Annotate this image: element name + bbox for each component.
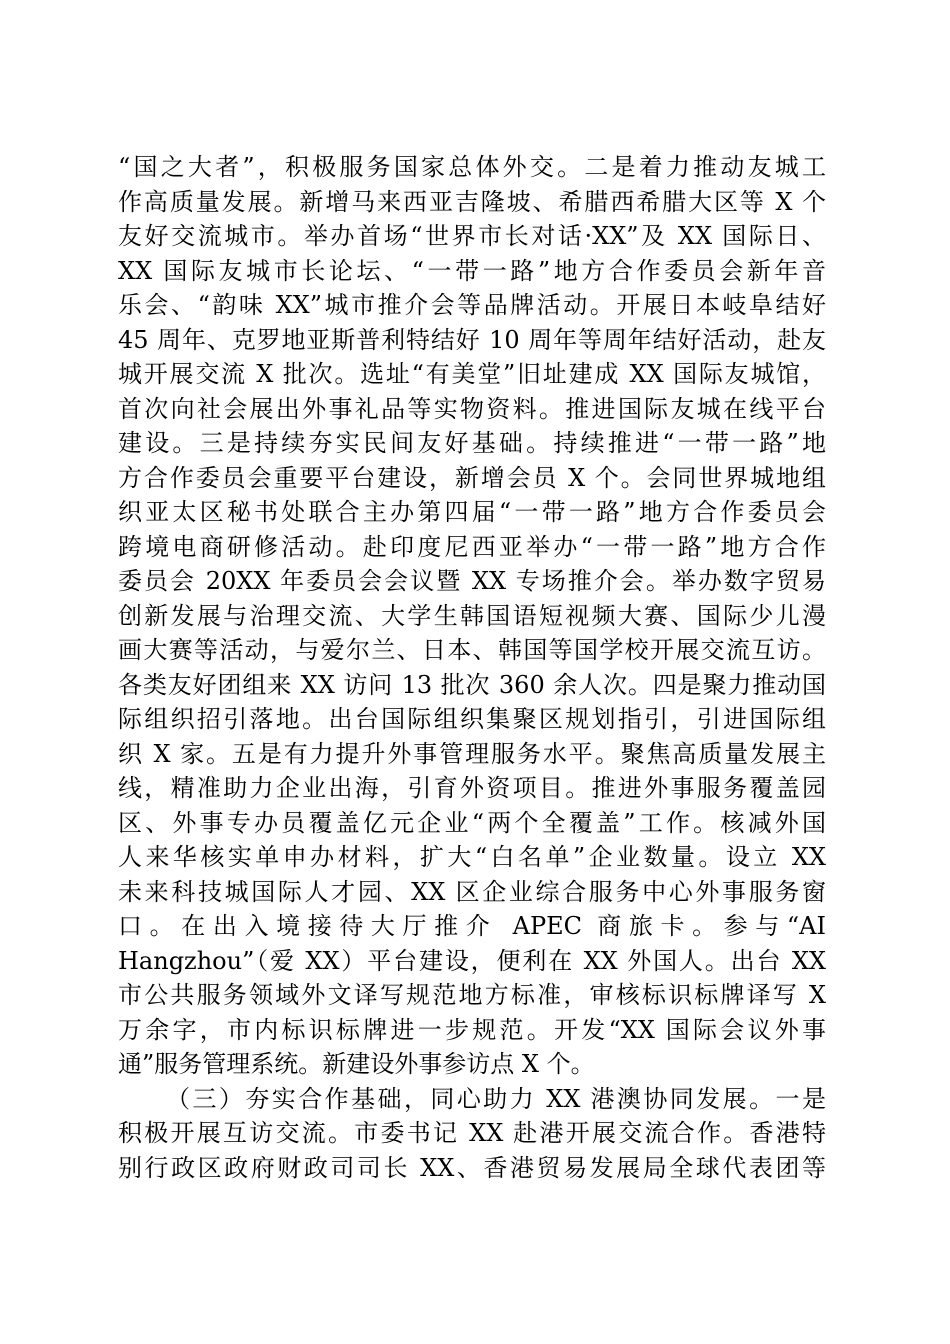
text-line: 各类友好团组来 XX 访问 13 批次 360 余人次。四是聚力推动国 [118,670,826,699]
text-line: 万余字，市内标识标牌进一步规范。开发“XX 国际会议外事 [118,1015,826,1044]
text-line: 别行政区政府财政司司长 XX、香港贸易发展局全球代表团等 [118,1153,826,1182]
text-line: 口。在出入境接待大厅推介 APEC 商旅卡。参与“AI [118,912,826,940]
text-line: 作高质量发展。新增马来西亚吉隆坡、希腊西希腊大区等 X 个 [118,187,826,216]
text-line: 乐会、“韵味 XX”城市推介会等品牌活动。开展日本岐阜结好 [118,291,826,319]
text-line: “国之大者”，积极服务国家总体外交。二是着力推动友城工 [118,153,826,181]
text-line: 画大赛等活动，与爱尔兰、日本、韩国等国学校开展交流互访。 [118,636,826,664]
text-line: Hangzhou”（爱 XX）平台建设，便利在 XX 外国人。出台 XX [118,946,826,975]
text-line: 方合作委员会重要平台建设，新增会员 X 个。会同世界城地组 [118,463,826,492]
document-page [118,150,826,1185]
text-line: 创新发展与治理交流、大学生韩国语短视频大赛、国际少儿漫 [118,601,826,630]
text-line: 友好交流城市。举办首场“世界市长对话·XX”及 XX 国际日、 [118,222,826,250]
text-line: 织 X 家。五是有力提升外事管理服务水平。聚焦高质量发展主 [118,739,826,768]
text-line: 未来科技城国际人才园、XX 区企业综合服务中心外事服务窗 [118,877,826,906]
text-line: 城开展交流 X 批次。选址“有美堂”旧址建成 XX 国际友城馆， [118,360,826,388]
text-line: 织亚太区秘书处联合主办第四届“一带一路”地方合作委员会 [118,498,826,526]
text-line: 人来华核实单申办材料，扩大“白名单”企业数量。设立 XX [118,843,826,871]
text-line: 委员会 20XX 年委员会会议暨 XX 专场推介会。举办数字贸易 [118,567,826,595]
text-line: 区、外事专办员覆盖亿元企业“两个全覆盖”工作。核减外国 [118,808,826,837]
text-line: 首次向社会展出外事礼品等实物资料。推进国际友城在线平台 [118,394,826,423]
text-line: 际组织招引落地。出台国际组织集聚区规划指引，引进国际组 [118,705,826,733]
text-line: 跨境电商研修活动。赴印度尼西亚举办“一带一路”地方合作 [118,532,826,561]
text-line: 建设。三是持续夯实民间友好基础。持续推进“一带一路”地 [118,429,826,457]
section-heading-line: （三）夯实合作基础，同心助力 XX 港澳协同发展。一是 [166,1084,826,1113]
text-line: 市公共服务领域外文译写规范地方标准，审核标识标牌译写 X [118,981,826,1009]
text-line: 线，精准助力企业出海，引育外资项目。推进外事服务覆盖园 [118,774,826,802]
text-line: 积极开展互访交流。市委书记 XX 赴港开展交流合作。香港特 [118,1119,826,1147]
text-line: XX 国际友城市长论坛、“一带一路”地方合作委员会新年音 [118,256,826,285]
text-line: 通”服务管理系统。新建设外事参访点 X 个。 [118,1050,595,1078]
text-line: 45 周年、克罗地亚斯普利特结好 10 周年等周年结好活动，赴友 [118,325,826,354]
